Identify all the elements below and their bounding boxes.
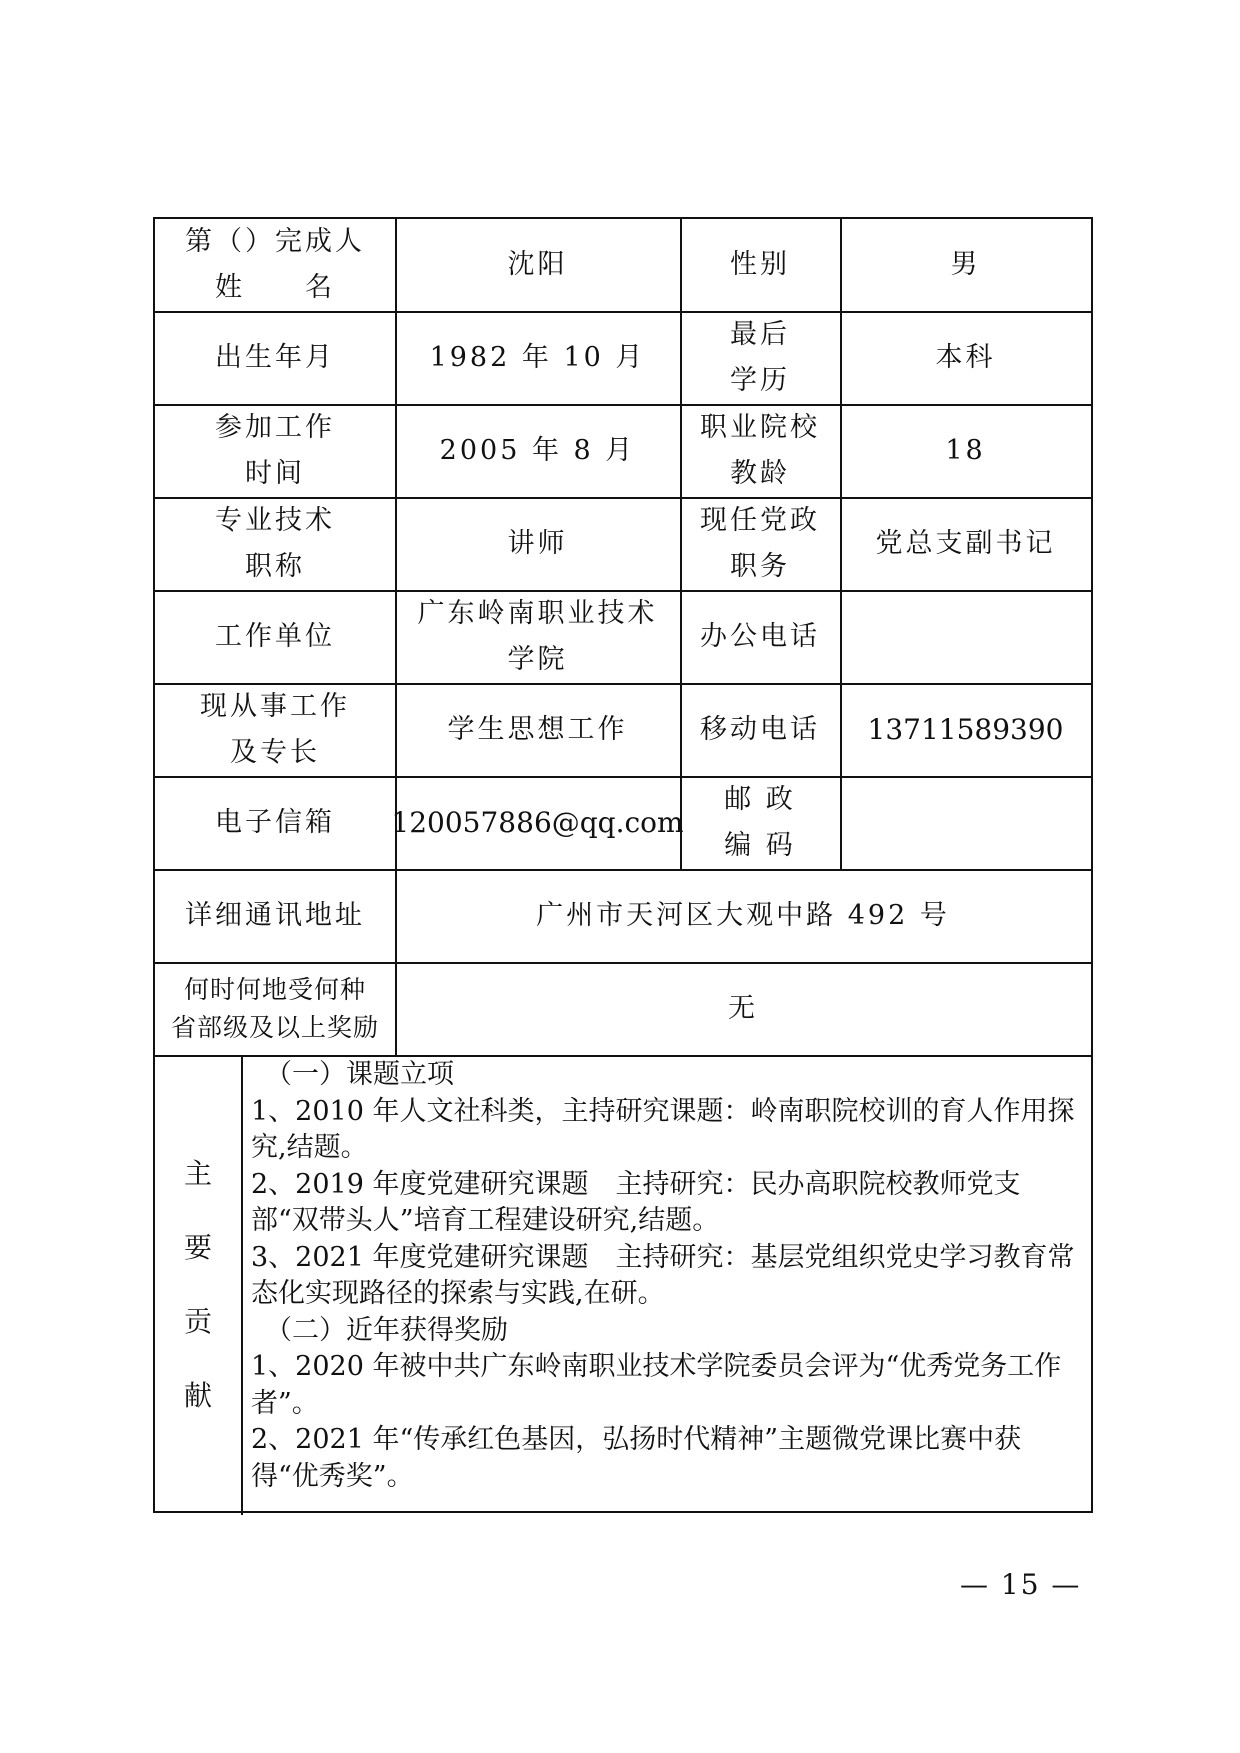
section-heading: （二）近年获得奖励: [265, 1314, 508, 1346]
position-value: 党总支副书记: [875, 527, 1056, 559]
awards-label: 何时何地受何种 省部级及以上奖励: [170, 974, 379, 1042]
title-value: 讲师: [507, 527, 568, 559]
work-start-label: 参加工作 时间: [215, 411, 335, 489]
section-heading: （一）课题立项: [265, 1059, 454, 1090]
name-value: 沈阳: [507, 249, 568, 280]
teaching-years-value: 18: [945, 434, 986, 466]
gender-label: 性别: [730, 249, 790, 280]
column-divider: [241, 1055, 243, 1515]
awards-value: 无: [728, 992, 758, 1024]
page-number: — 15 —: [960, 1568, 1082, 1601]
address-label: 详细通讯地址: [185, 899, 365, 931]
employer-value: 广东岭南职业技术 学院: [417, 597, 658, 675]
email-value: 120057886@qq.com: [391, 805, 684, 839]
birth-value: 1982 年 10 月: [429, 341, 646, 373]
postcode-value: [840, 776, 1091, 869]
birth-label: 出生年月: [215, 341, 335, 373]
specialty-value: 学生思想工作: [447, 713, 628, 745]
mobile-label: 移动电话: [700, 713, 820, 745]
employer-label: 工作单位: [215, 620, 335, 652]
education-value: 本科: [935, 341, 996, 373]
teaching-years-label: 职业院校 教龄: [700, 411, 820, 489]
info-form: [153, 217, 1093, 1513]
education-label: 最后 学历: [730, 318, 790, 396]
office-phone-label: 办公电话: [700, 620, 820, 652]
contribution-item: 1、2020 年被中共广东岭南职业技术学院委员会评为“优秀党务工作者”。: [251, 1351, 1062, 1419]
title-label: 专业技术 职称: [215, 504, 335, 582]
office-phone-value: [840, 590, 1091, 683]
address-value: 广州市天河区大观中路 492 号: [536, 899, 950, 931]
work-start-value: 2005 年 8 月: [439, 434, 636, 466]
contribution-item: 1、2010 年人文社科类，主持研究课题：岭南职院校训的育人作用探究,结题。: [251, 1095, 1075, 1163]
gender-value: 男: [950, 249, 981, 280]
contribution-item: 2、2019 年度党建研究课题 主持研究：民办高职院校教师党支部“双带头人”培育工程建设研究,结题。: [251, 1168, 1021, 1236]
contributions-body: [251, 1057, 1087, 1495]
contribution-item: 3、2021 年度党建研究课题 主持研究：基层党组织党史学习教育常态化实现路径的探索与实践,在研。: [251, 1241, 1075, 1309]
email-label: 电子信箱: [215, 806, 335, 838]
name-label: 第（）完成人 姓 名: [185, 226, 365, 303]
specialty-label: 现从事工作 及专长: [200, 690, 350, 768]
contribution-item: 2、2021 年“传承红色基因，弘扬时代精神”主题微党课比赛中获得“优秀奖”。: [251, 1424, 1022, 1492]
position-label: 现任党政 职务: [700, 504, 820, 582]
mobile-value: 13711589390: [867, 712, 1064, 746]
contributions-label: 主 要 贡 献: [183, 1157, 212, 1412]
postcode-label: 邮 政 编 码: [724, 783, 796, 861]
